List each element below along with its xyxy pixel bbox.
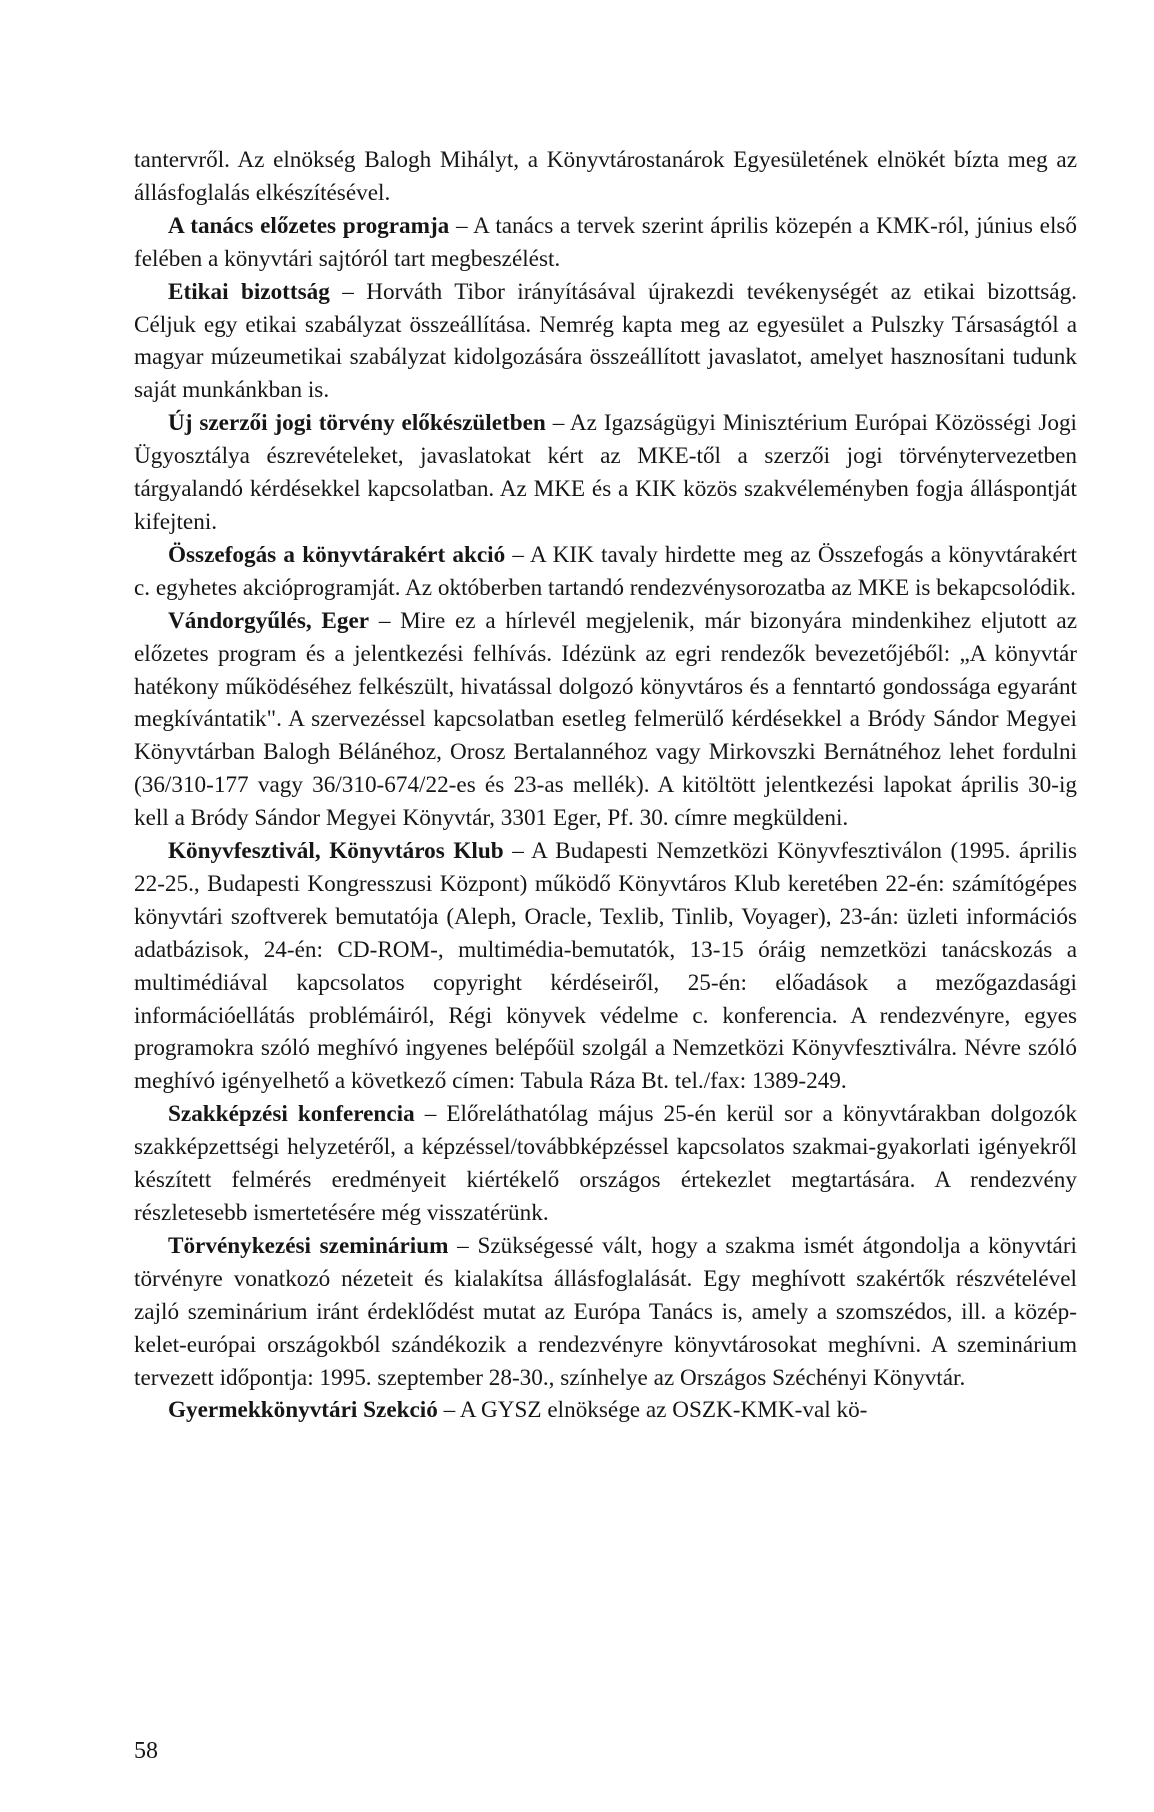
news-item-council-program	[134, 210, 1077, 276]
item-title: Összefogás a könyvtárakért akció	[168, 541, 506, 568]
item-text: – A KIK tavaly hirdette meg az Összefogás a könyvtárakért c. egyhetes akcióprogramját. Az októberben tartandó rendezvénysorozatba az MKE is bekapcsolódik.	[134, 541, 1077, 601]
news-item-childrens-library-section	[134, 1394, 1077, 1427]
news-item-eger-assembly	[134, 605, 1077, 835]
item-title: A tanács előzetes programja	[168, 212, 450, 239]
item-text: – A GYSZ elnöksége az OSZK-KMK-val kö-	[437, 1397, 868, 1424]
item-title: Vándorgyűlés, Eger	[168, 607, 370, 634]
page-number: 58	[134, 1738, 158, 1764]
item-text: – Horváth Tibor irányításával újrakezdi tevékenységét az etikai bizottság. Céljuk egy etikai szabályzat összeállítása. Nemrég kapta meg az egyesület a Pulszky Társaságtól a magyar múzeumetikai szabályzat kidolgozására összeállított javaslatot, amelyet hasznosítani tudunk saját munkánkban is.	[134, 278, 1077, 404]
item-text: – Szükségessé vált, hogy a szakma ismét átgondolja a könyvtári törvényre vonatkozó nézeteit és kialakítsa állásfoglalását. Egy meghívott szakértők részvételével zajló szeminárium iránt érdeklődést mutat az Európa Tanács is, amely a szomszédos, ill. a közép-kelet-európai országokból szándékozik a rendezvényre könyvtárosokat meghívni. A szeminárium tervezett időpontja: 1995. szeptember 28-30., színhelye az Országos Széchényi Könyvtár.	[134, 1232, 1078, 1391]
item-text: – Az Igazságügyi Minisztérium Európai Közösségi Jogi Ügyosztálya észrevételeket, javaslatokat kért az MKE-től a szerzői jogi törvénytervezetben tárgyalandó kérdésekkel kapcsolatban. Az MKE és a KIK közös szakvéleményben fogja álláspontját kifejteni.	[134, 410, 1077, 535]
item-title: Szakképzési konferencia	[168, 1101, 415, 1128]
news-item-copyright-law	[134, 407, 1077, 539]
item-text: – A Budapesti Nemzetközi Könyvfesztiválon (1995. április 22-25., Budapesti Kongresszusi Központ) működő Könyvtáros Klub keretében 22-én: számítógépes könyvtári szoftverek bemutatója (Aleph, Oracle, Texlib, Tinlib, Voyager), 23-án: üzleti információs adatbázisok, 24-én: CD-ROM-, multimédia-bemutatók, 13-15 óráig nemzetközi tanácskozás a multimédiával kapcsolatos copyright kérdéseiről, 25-én: előadások a mezőgazdasági információellátás problémáiról, Régi könyvek védelme c. konferencia. A rendezvényre, egyes programokra szóló meghívó ingyenes belépőül szolgál a Nemzetközi Könyvfesztiválra. Névre szóló meghívó igényelhető a következő címen: Tabula Ráza Bt. tel./fax: 1389-249.	[134, 838, 1077, 1095]
item-text: – Előreláthatólag május 25-én kerül sor a könyvtárakban dolgozók szakképzettségi helyzetéről, a képzéssel/továbbképzéssel kapcsolatos szakmai-gyakorlati igényekről készített felmérés eredményeit kiértékelő országos értekezlet megtartására. A rendezvény részletesebb ismertetésére még visszatérünk.	[134, 1101, 1077, 1226]
item-title: Új szerzői jogi törvény előkészületben	[168, 410, 546, 437]
news-item-training-conference	[134, 1098, 1077, 1230]
item-title: Etikai bizottság	[168, 278, 330, 305]
item-title: Törvénykezési szeminárium	[168, 1232, 449, 1259]
continuation-paragraph: tantervről. Az elnökség Balogh Mihályt, a Könyvtárostanárok Egyesületének elnökét bízta meg az állásfoglalás elkészítésével.	[134, 147, 1077, 206]
item-title: Gyermekkönyvtári Szekció	[168, 1397, 438, 1424]
news-item-library-campaign	[134, 539, 1077, 605]
news-item-ethics-committee	[134, 276, 1077, 408]
article-body	[134, 144, 1077, 1427]
item-title: Könyvfesztivál, Könyvtáros Klub	[168, 838, 504, 865]
item-text: – Mire ez a hírlevél megjelenik, már bizonyára mindenkihez eljutott az előzetes program és a jelentkezési felhívás. Idézünk az egri rendezők bevezetőjéből: „A könyvtár hatékony működéséhez felkészült, hivatással dolgozó könyvtáros és a fenntartó gondossága egyaránt megkívántatik". A szervezéssel kapcsolatban esetleg felmerülő kérdésekkel a Bródy Sándor Megyei Könyvtárban Balogh Bélánéhoz, Orosz Bertalannéhoz vagy Mirkovszki Bernátnéhoz lehet fordulni (36/310-177 vagy 36/310-674/22-es és 23-as mellék). A kitöltött jelentkezési lapokat április 30-ig kell a Bródy Sándor Megyei Könyvtár, 3301 Eger, Pf. 30. címre megküldeni.	[134, 607, 1078, 832]
item-text: – A tanács a tervek szerint április közepén a KMK-ról, június első felében a könyvtári sajtóról tart megbeszélést.	[134, 212, 1078, 272]
news-item-legislation-seminar	[134, 1230, 1077, 1395]
news-item-book-festival	[134, 835, 1077, 1098]
